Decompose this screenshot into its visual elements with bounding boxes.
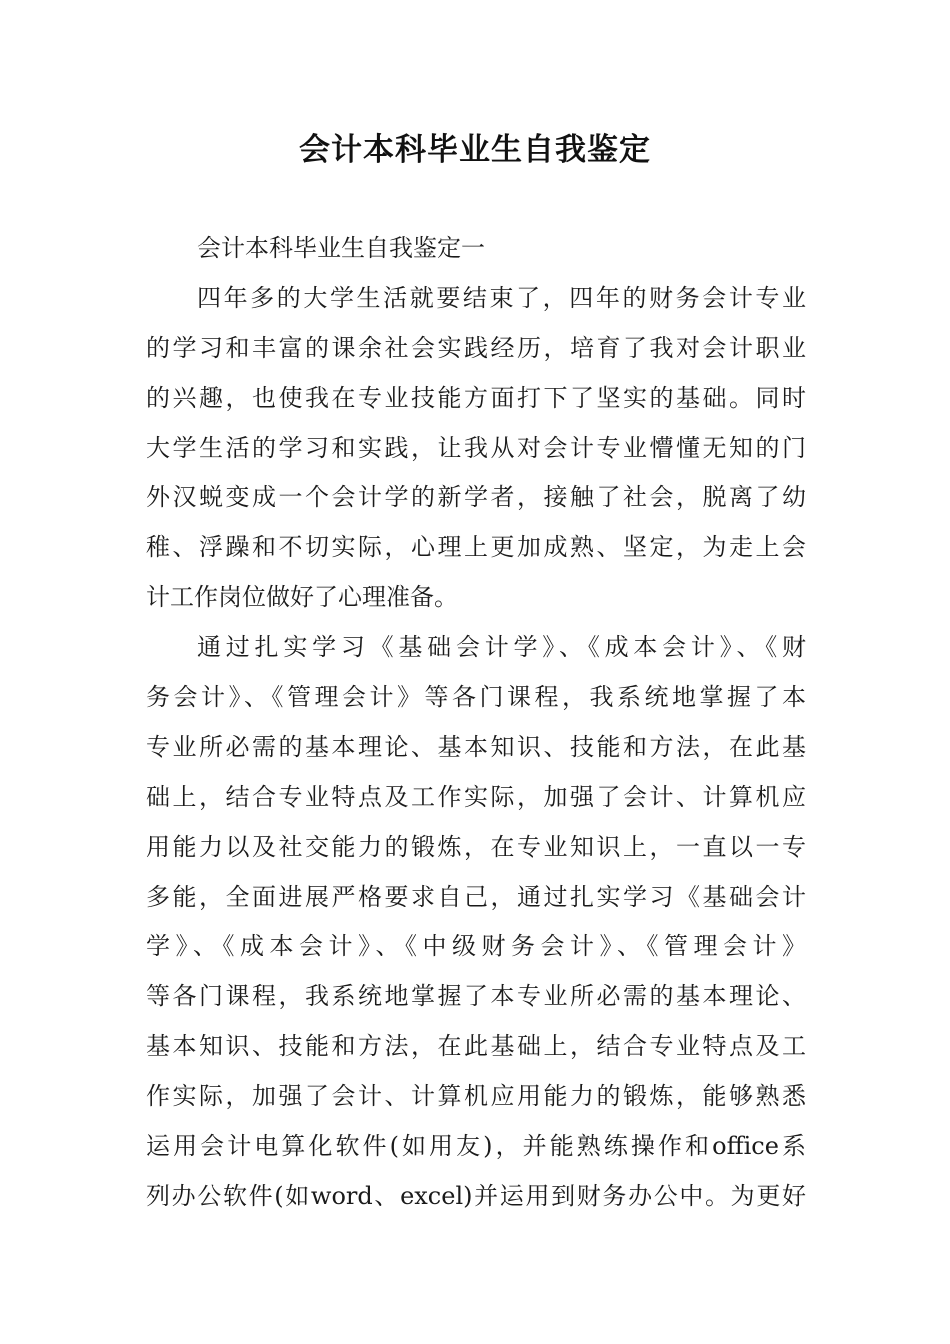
paragraph-2-line: 务会计》、《管理会计》等各门课程，我系统地掌握了本 (146, 683, 806, 712)
paragraph-2-line: 运用会计电算化软件(如用友)，并能熟练操作和office系 (146, 1132, 806, 1161)
paragraph-1-line: 外汉蜕变成一个会计学的新学者，接触了社会，脱离了幼 (146, 483, 806, 512)
paragraph-2-line: 用能力以及社交能力的锻炼，在专业知识上，一直以一专 (146, 832, 806, 861)
paragraph-1-line: 大学生活的学习和实践，让我从对会计专业懵懂无知的门 (146, 433, 806, 462)
paragraph-1-line: 的学习和丰富的课余社会实践经历，培育了我对会计职业 (146, 333, 806, 362)
paragraph-2-line: 础上，结合专业特点及工作实际，加强了会计、计算机应 (146, 782, 806, 811)
document-title: 会计本科毕业生自我鉴定 (299, 132, 651, 168)
paragraph-subtitle-line: 会计本科毕业生自我鉴定一 (197, 234, 485, 262)
paragraph-1-line: 稚、浮躁和不切实际，心理上更加成熟、坚定，为走上会 (146, 533, 806, 562)
paragraph-2-line: 作实际，加强了会计、计算机应用能力的锻炼，能够熟悉 (146, 1082, 806, 1111)
paragraph-1-line: 四年多的大学生活就要结束了，四年的财务会计专业 (197, 283, 806, 312)
paragraph-2-line: 专业所必需的基本理论、基本知识、技能和方法，在此基 (146, 732, 806, 761)
paragraph-2-line: 等各门课程，我系统地掌握了本专业所必需的基本理论、 (146, 982, 806, 1011)
paragraph-1-line: 的兴趣，也使我在专业技能方面打下了坚实的基础。同时 (146, 383, 806, 412)
paragraph-2-line: 多能，全面进展严格要求自己，通过扎实学习《基础会计 (146, 882, 806, 911)
document-body (146, 224, 806, 1222)
paragraph-2-line: 通过扎实学习《基础会计学》、《成本会计》、《财 (197, 633, 806, 662)
paragraph-1-line: 计工作岗位做好了心理准备。 (146, 583, 458, 612)
paragraph-2-line: 基本知识、技能和方法，在此基础上，结合专业特点及工 (146, 1032, 806, 1061)
paragraph-2-line: 列办公软件(如word、excel)并运用到财务办公中。为更好 (146, 1181, 806, 1210)
paragraph-2-line: 学》、《成本会计》、《中级财务会计》、《管理会计》 (146, 932, 806, 961)
